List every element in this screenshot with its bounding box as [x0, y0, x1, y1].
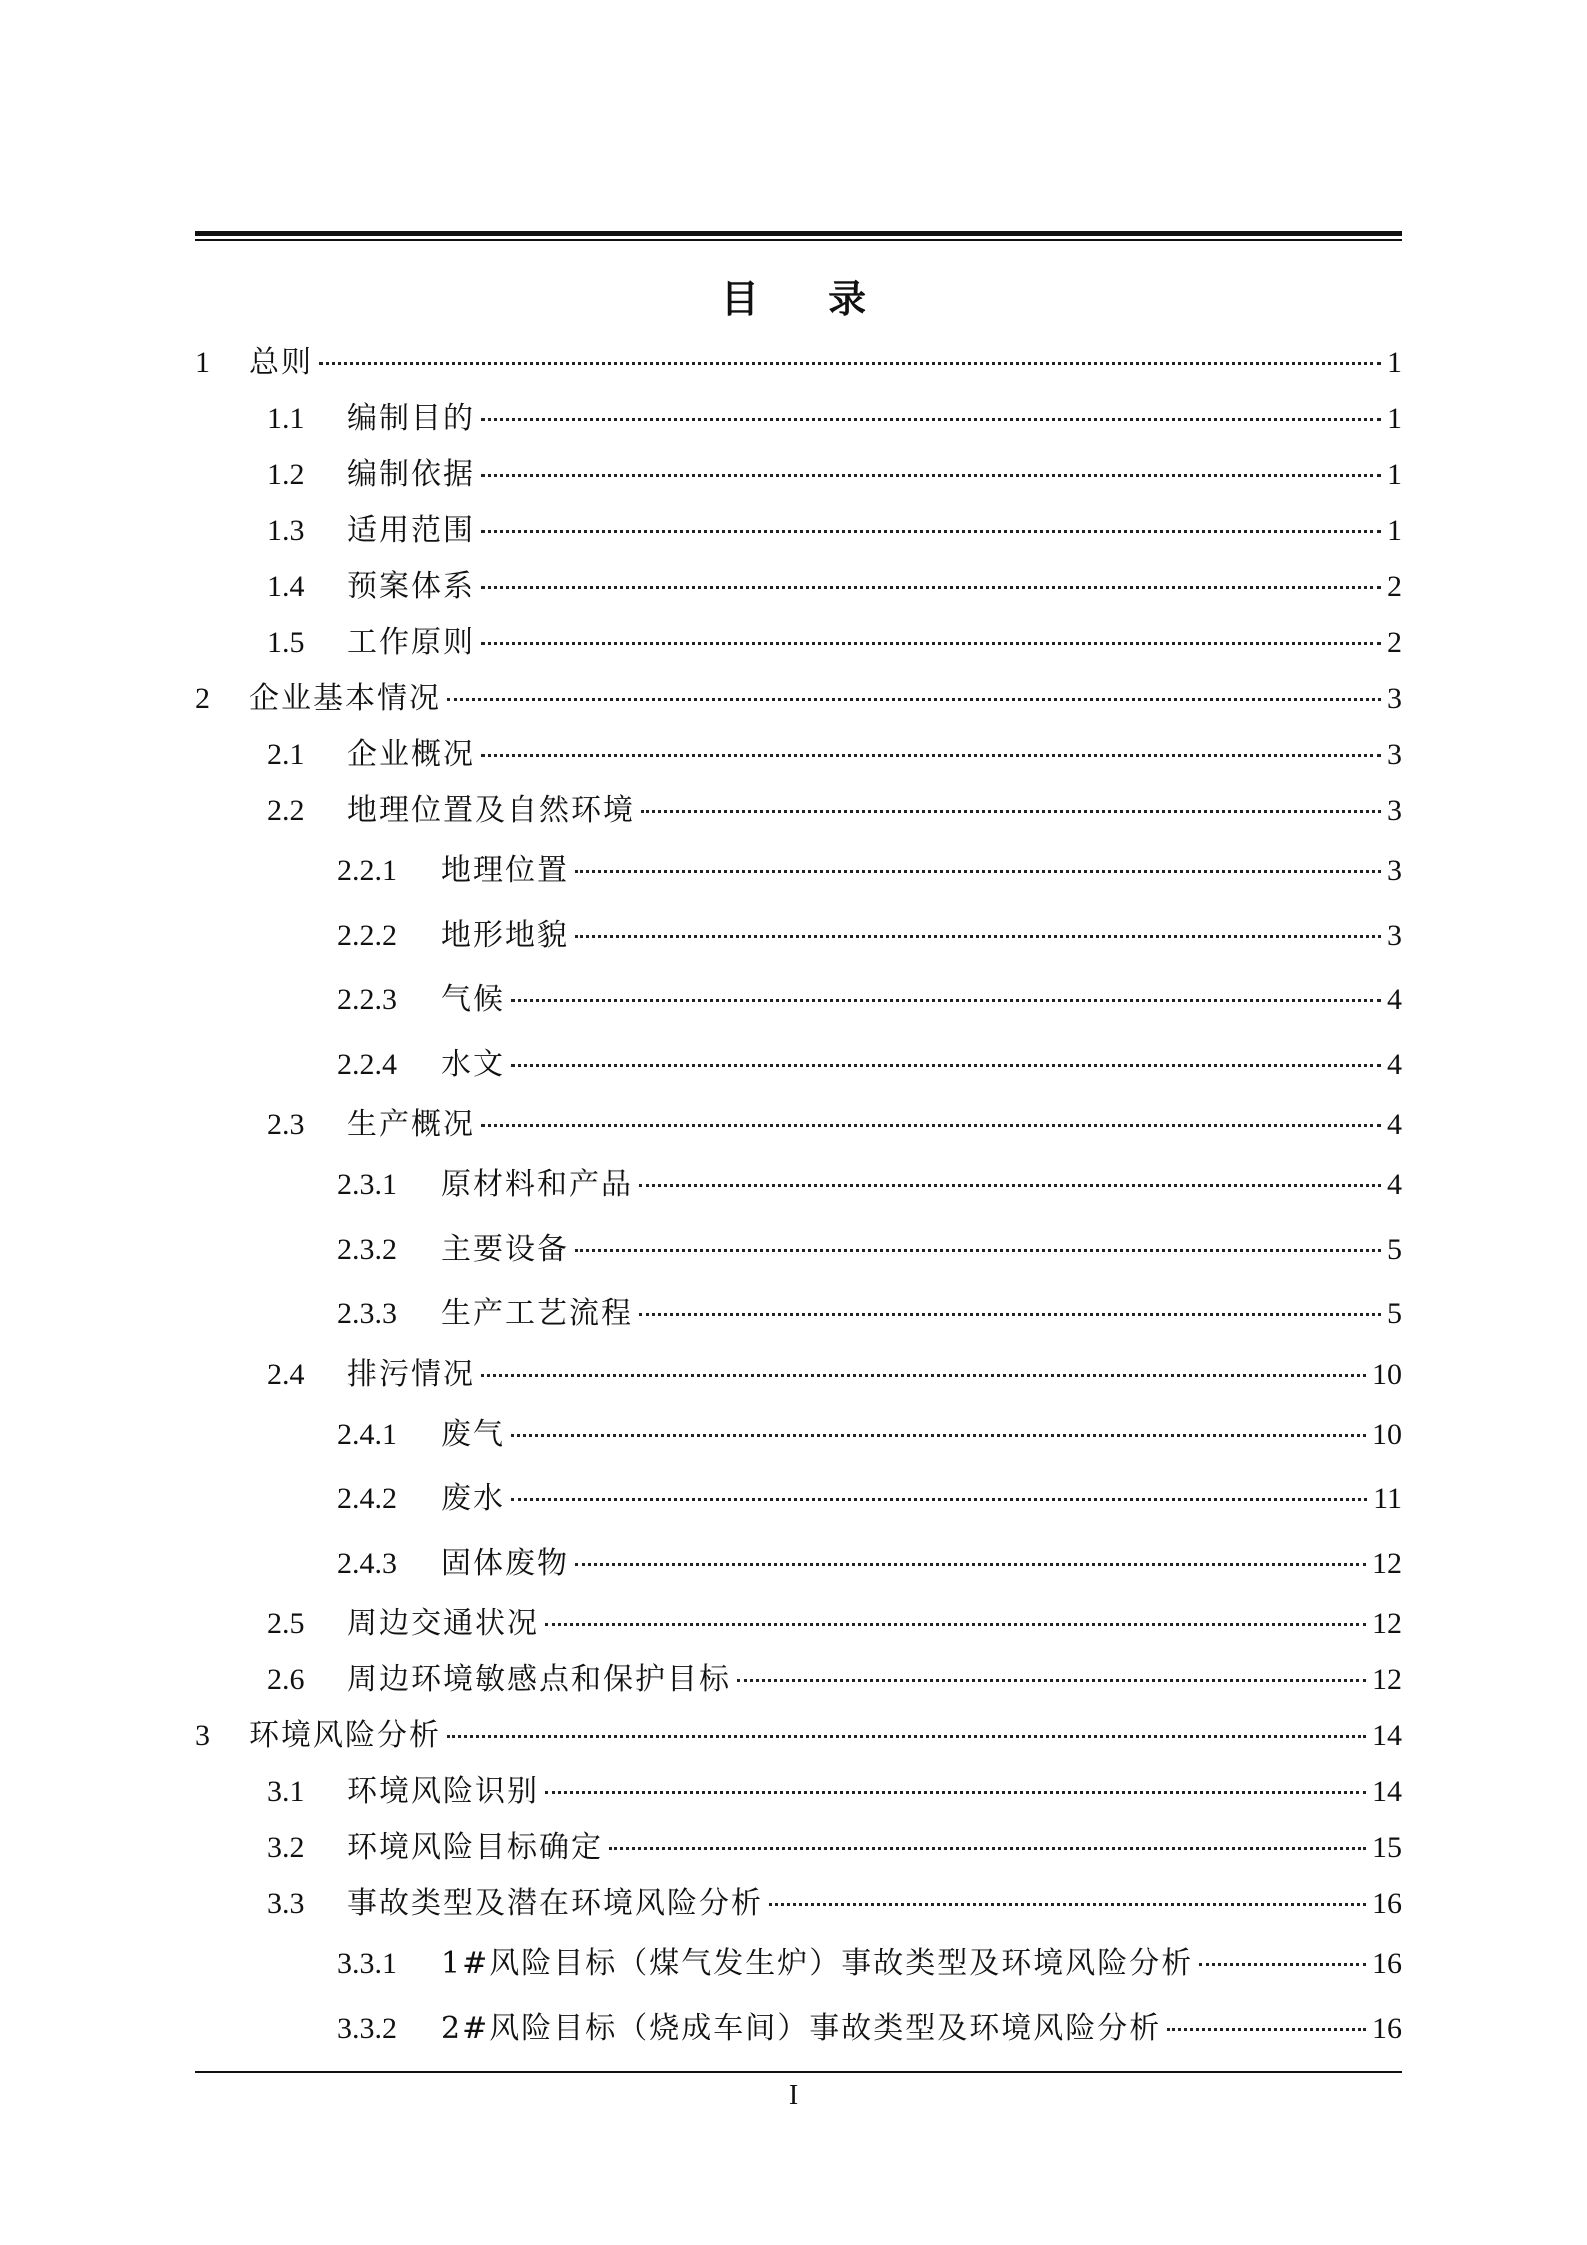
- toc-entry[interactable]: [195, 1282, 1402, 1347]
- toc-dot-leader: [481, 1124, 1381, 1127]
- toc-entry-number: 2: [195, 682, 210, 715]
- toc-entry-number: 3: [195, 1719, 210, 1752]
- toc-entry-page: 2: [1387, 570, 1402, 603]
- toc-entry-label: 环境风险分析: [249, 1718, 441, 1753]
- toc-entry-page: 4: [1387, 1168, 1402, 1201]
- toc-entry[interactable]: [195, 1033, 1402, 1098]
- toc-dot-leader: [1199, 1963, 1366, 1966]
- toc-entry-label: 企业概况: [347, 737, 475, 772]
- toc-entry-number: 1.2: [267, 458, 305, 491]
- toc-entry-page: 12: [1372, 1663, 1402, 1696]
- toc-entry-page: 16: [1372, 1887, 1402, 1920]
- toc-entry-label: 主要设备: [441, 1231, 569, 1267]
- toc-title: 目 录: [720, 276, 895, 321]
- toc-entry[interactable]: [195, 1708, 1402, 1764]
- toc-entry[interactable]: [195, 1532, 1402, 1597]
- toc-entry-label: 1#风险目标（煤气发生炉）事故类型及环境风险分析: [441, 1946, 1194, 1981]
- toc-entry-label: 总则: [249, 345, 313, 380]
- toc-entry-number: 2.6: [267, 1663, 305, 1696]
- toc-entry-label: 编制依据: [347, 457, 475, 492]
- toc-dot-leader: [481, 1374, 1366, 1377]
- toc-dot-leader: [481, 642, 1381, 645]
- toc-entry-number: 3.3: [267, 1887, 305, 1920]
- toc-entry-page: 1: [1387, 514, 1402, 547]
- toc-entry[interactable]: [195, 1403, 1402, 1468]
- toc-entry-page: 14: [1372, 1719, 1402, 1752]
- toc-entry-label: 企业基本情况: [249, 681, 441, 716]
- toc-entry-number: 2.2.4: [337, 1047, 397, 1081]
- toc-entry[interactable]: [195, 968, 1402, 1033]
- toc-entry-label: 预案体系: [347, 569, 475, 604]
- toc-entry-label: 固体废物: [441, 1545, 569, 1581]
- toc-entry-number: 1: [195, 346, 210, 379]
- toc-entry-label: 废水: [441, 1481, 505, 1516]
- toc-entry-page: 11: [1373, 1482, 1402, 1515]
- footer-rule: [195, 2071, 1402, 2073]
- toc-dot-leader: [545, 1791, 1366, 1794]
- toc-entry-label: 事故类型及潜在环境风险分析: [347, 1886, 763, 1921]
- toc-entry[interactable]: [195, 1347, 1402, 1403]
- toc-entry-page: 10: [1372, 1417, 1402, 1451]
- toc-entry-number: 3.2: [267, 1831, 305, 1864]
- toc-dot-leader: [545, 1623, 1366, 1626]
- toc-entry-page: 4: [1387, 1047, 1402, 1081]
- toc-dot-leader: [481, 754, 1381, 757]
- toc-entry-label: 编制目的: [347, 401, 475, 436]
- toc-dot-leader: [511, 999, 1381, 1002]
- toc-dot-leader: [447, 1735, 1366, 1738]
- toc-entry[interactable]: [195, 1876, 1402, 1932]
- toc-dot-leader: [1167, 2028, 1366, 2031]
- toc-entry-label: 地理位置: [441, 853, 569, 888]
- toc-entry-number: 1.5: [267, 626, 305, 659]
- toc-entry[interactable]: [195, 1820, 1402, 1876]
- toc-dot-leader: [575, 1249, 1381, 1252]
- toc-dot-leader: [575, 935, 1381, 938]
- toc-entry-label: 水文: [441, 1046, 505, 1082]
- toc-entry[interactable]: [195, 335, 1402, 391]
- toc-entry[interactable]: [195, 904, 1402, 969]
- toc-entry-label: 原材料和产品: [441, 1167, 633, 1202]
- toc-entry[interactable]: [195, 1932, 1402, 1997]
- toc-entry-page: 3: [1387, 854, 1402, 887]
- toc-entry-page: 3: [1387, 918, 1402, 952]
- toc-entry-label: 周边环境敏感点和保护目标: [347, 1662, 731, 1697]
- toc-entry-label: 气候: [441, 982, 505, 1017]
- toc-dot-leader: [511, 1498, 1367, 1501]
- toc-entry-number: 3.3.1: [337, 1947, 397, 1980]
- toc-dot-leader: [319, 362, 1381, 365]
- toc-dot-leader: [641, 810, 1381, 813]
- toc-dot-leader: [769, 1903, 1366, 1906]
- toc-entry-number: 1.3: [267, 514, 305, 547]
- toc-entry-number: 3.3.2: [337, 2011, 397, 2045]
- toc-entry-number: 2.3: [267, 1108, 305, 1141]
- toc-entry-number: 2.3.3: [337, 1297, 397, 1330]
- toc-entry-label: 环境风险目标确定: [347, 1830, 603, 1865]
- table-of-contents: [195, 335, 1402, 2061]
- toc-entry[interactable]: [195, 559, 1402, 615]
- toc-entry-page: 5: [1387, 1232, 1402, 1266]
- toc-dot-leader: [575, 870, 1381, 873]
- toc-dot-leader: [609, 1847, 1366, 1850]
- toc-entry[interactable]: [195, 1097, 1402, 1153]
- toc-entry[interactable]: [195, 839, 1402, 904]
- toc-entry[interactable]: [195, 391, 1402, 447]
- toc-entry-number: 2.2.3: [337, 983, 397, 1016]
- toc-entry-page: 12: [1372, 1546, 1402, 1580]
- toc-dot-leader: [511, 1434, 1366, 1437]
- toc-entry-number: 2.2.1: [337, 854, 397, 887]
- toc-entry[interactable]: [195, 503, 1402, 559]
- toc-entry-label: 环境风险识别: [347, 1774, 539, 1809]
- toc-entry-label: 2#风险目标（烧成车间）事故类型及环境风险分析: [441, 2010, 1162, 2046]
- toc-entry[interactable]: [195, 1467, 1402, 1532]
- toc-entry-page: 3: [1387, 794, 1402, 827]
- toc-entry[interactable]: [195, 1596, 1402, 1652]
- toc-entry[interactable]: [195, 1997, 1402, 2062]
- toc-dot-leader: [447, 698, 1381, 701]
- toc-entry-number: 2.4: [267, 1357, 305, 1391]
- header-rule-thin: [195, 239, 1402, 241]
- toc-entry-page: 16: [1372, 2011, 1402, 2045]
- toc-entry-page: 3: [1387, 738, 1402, 771]
- toc-entry-page: 2: [1387, 626, 1402, 659]
- toc-entry-page: 10: [1372, 1357, 1402, 1391]
- toc-entry-label: 生产概况: [347, 1107, 475, 1142]
- toc-entry-page: 5: [1387, 1297, 1402, 1330]
- toc-entry-label: 地形地貌: [441, 917, 569, 953]
- toc-entry-label: 周边交通状况: [347, 1606, 539, 1641]
- toc-entry-page: 15: [1372, 1831, 1402, 1864]
- toc-entry[interactable]: [195, 1764, 1402, 1820]
- toc-dot-leader: [737, 1679, 1366, 1682]
- toc-entry-number: 2.3.2: [337, 1232, 397, 1266]
- toc-entry[interactable]: [195, 783, 1402, 839]
- toc-entry[interactable]: [195, 615, 1402, 671]
- toc-entry-number: 2.5: [267, 1607, 305, 1640]
- toc-entry-label: 生产工艺流程: [441, 1296, 633, 1331]
- toc-entry[interactable]: [195, 447, 1402, 503]
- toc-entry-number: 2.3.1: [337, 1168, 397, 1201]
- header-rule-thick: [195, 231, 1402, 236]
- toc-dot-leader: [639, 1313, 1381, 1316]
- toc-entry-number: 2.4.2: [337, 1482, 397, 1515]
- toc-entry-number: 2.4.1: [337, 1417, 397, 1451]
- toc-entry-label: 废气: [441, 1416, 505, 1452]
- toc-dot-leader: [481, 418, 1381, 421]
- toc-entry-label: 适用范围: [347, 513, 475, 548]
- toc-entry-number: 2.2.2: [337, 918, 397, 952]
- toc-entry-page: 4: [1387, 983, 1402, 1016]
- toc-entry[interactable]: [195, 1153, 1402, 1218]
- toc-entry-page: 12: [1372, 1607, 1402, 1640]
- toc-entry-number: 2.2: [267, 794, 305, 827]
- toc-entry-number: 1.4: [267, 570, 305, 603]
- toc-entry-label: 排污情况: [347, 1356, 475, 1392]
- toc-entry-page: 1: [1387, 402, 1402, 435]
- toc-entry-label: 工作原则: [347, 625, 475, 660]
- toc-entry-page: 4: [1387, 1108, 1402, 1141]
- toc-dot-leader: [575, 1563, 1366, 1566]
- toc-entry-page: 16: [1372, 1947, 1402, 1980]
- toc-entry-page: 1: [1387, 346, 1402, 379]
- toc-dot-leader: [639, 1184, 1381, 1187]
- toc-dot-leader: [481, 530, 1381, 533]
- toc-entry-number: 2.4.3: [337, 1546, 397, 1580]
- toc-entry[interactable]: [195, 1652, 1402, 1708]
- toc-entry-page: 14: [1372, 1775, 1402, 1808]
- toc-dot-leader: [511, 1064, 1381, 1067]
- toc-entry-page: 1: [1387, 458, 1402, 491]
- toc-entry-number: 3.1: [267, 1775, 305, 1808]
- toc-entry-number: 2.1: [267, 738, 305, 771]
- toc-entry[interactable]: [195, 671, 1402, 727]
- toc-dot-leader: [481, 474, 1381, 477]
- toc-entry-page: 3: [1387, 682, 1402, 715]
- toc-entry-label: 地理位置及自然环境: [347, 793, 635, 828]
- toc-entry-number: 1.1: [267, 402, 305, 435]
- toc-dot-leader: [481, 586, 1381, 589]
- toc-entry[interactable]: [195, 1218, 1402, 1283]
- page-number: I: [788, 2080, 799, 2111]
- toc-entry[interactable]: [195, 727, 1402, 783]
